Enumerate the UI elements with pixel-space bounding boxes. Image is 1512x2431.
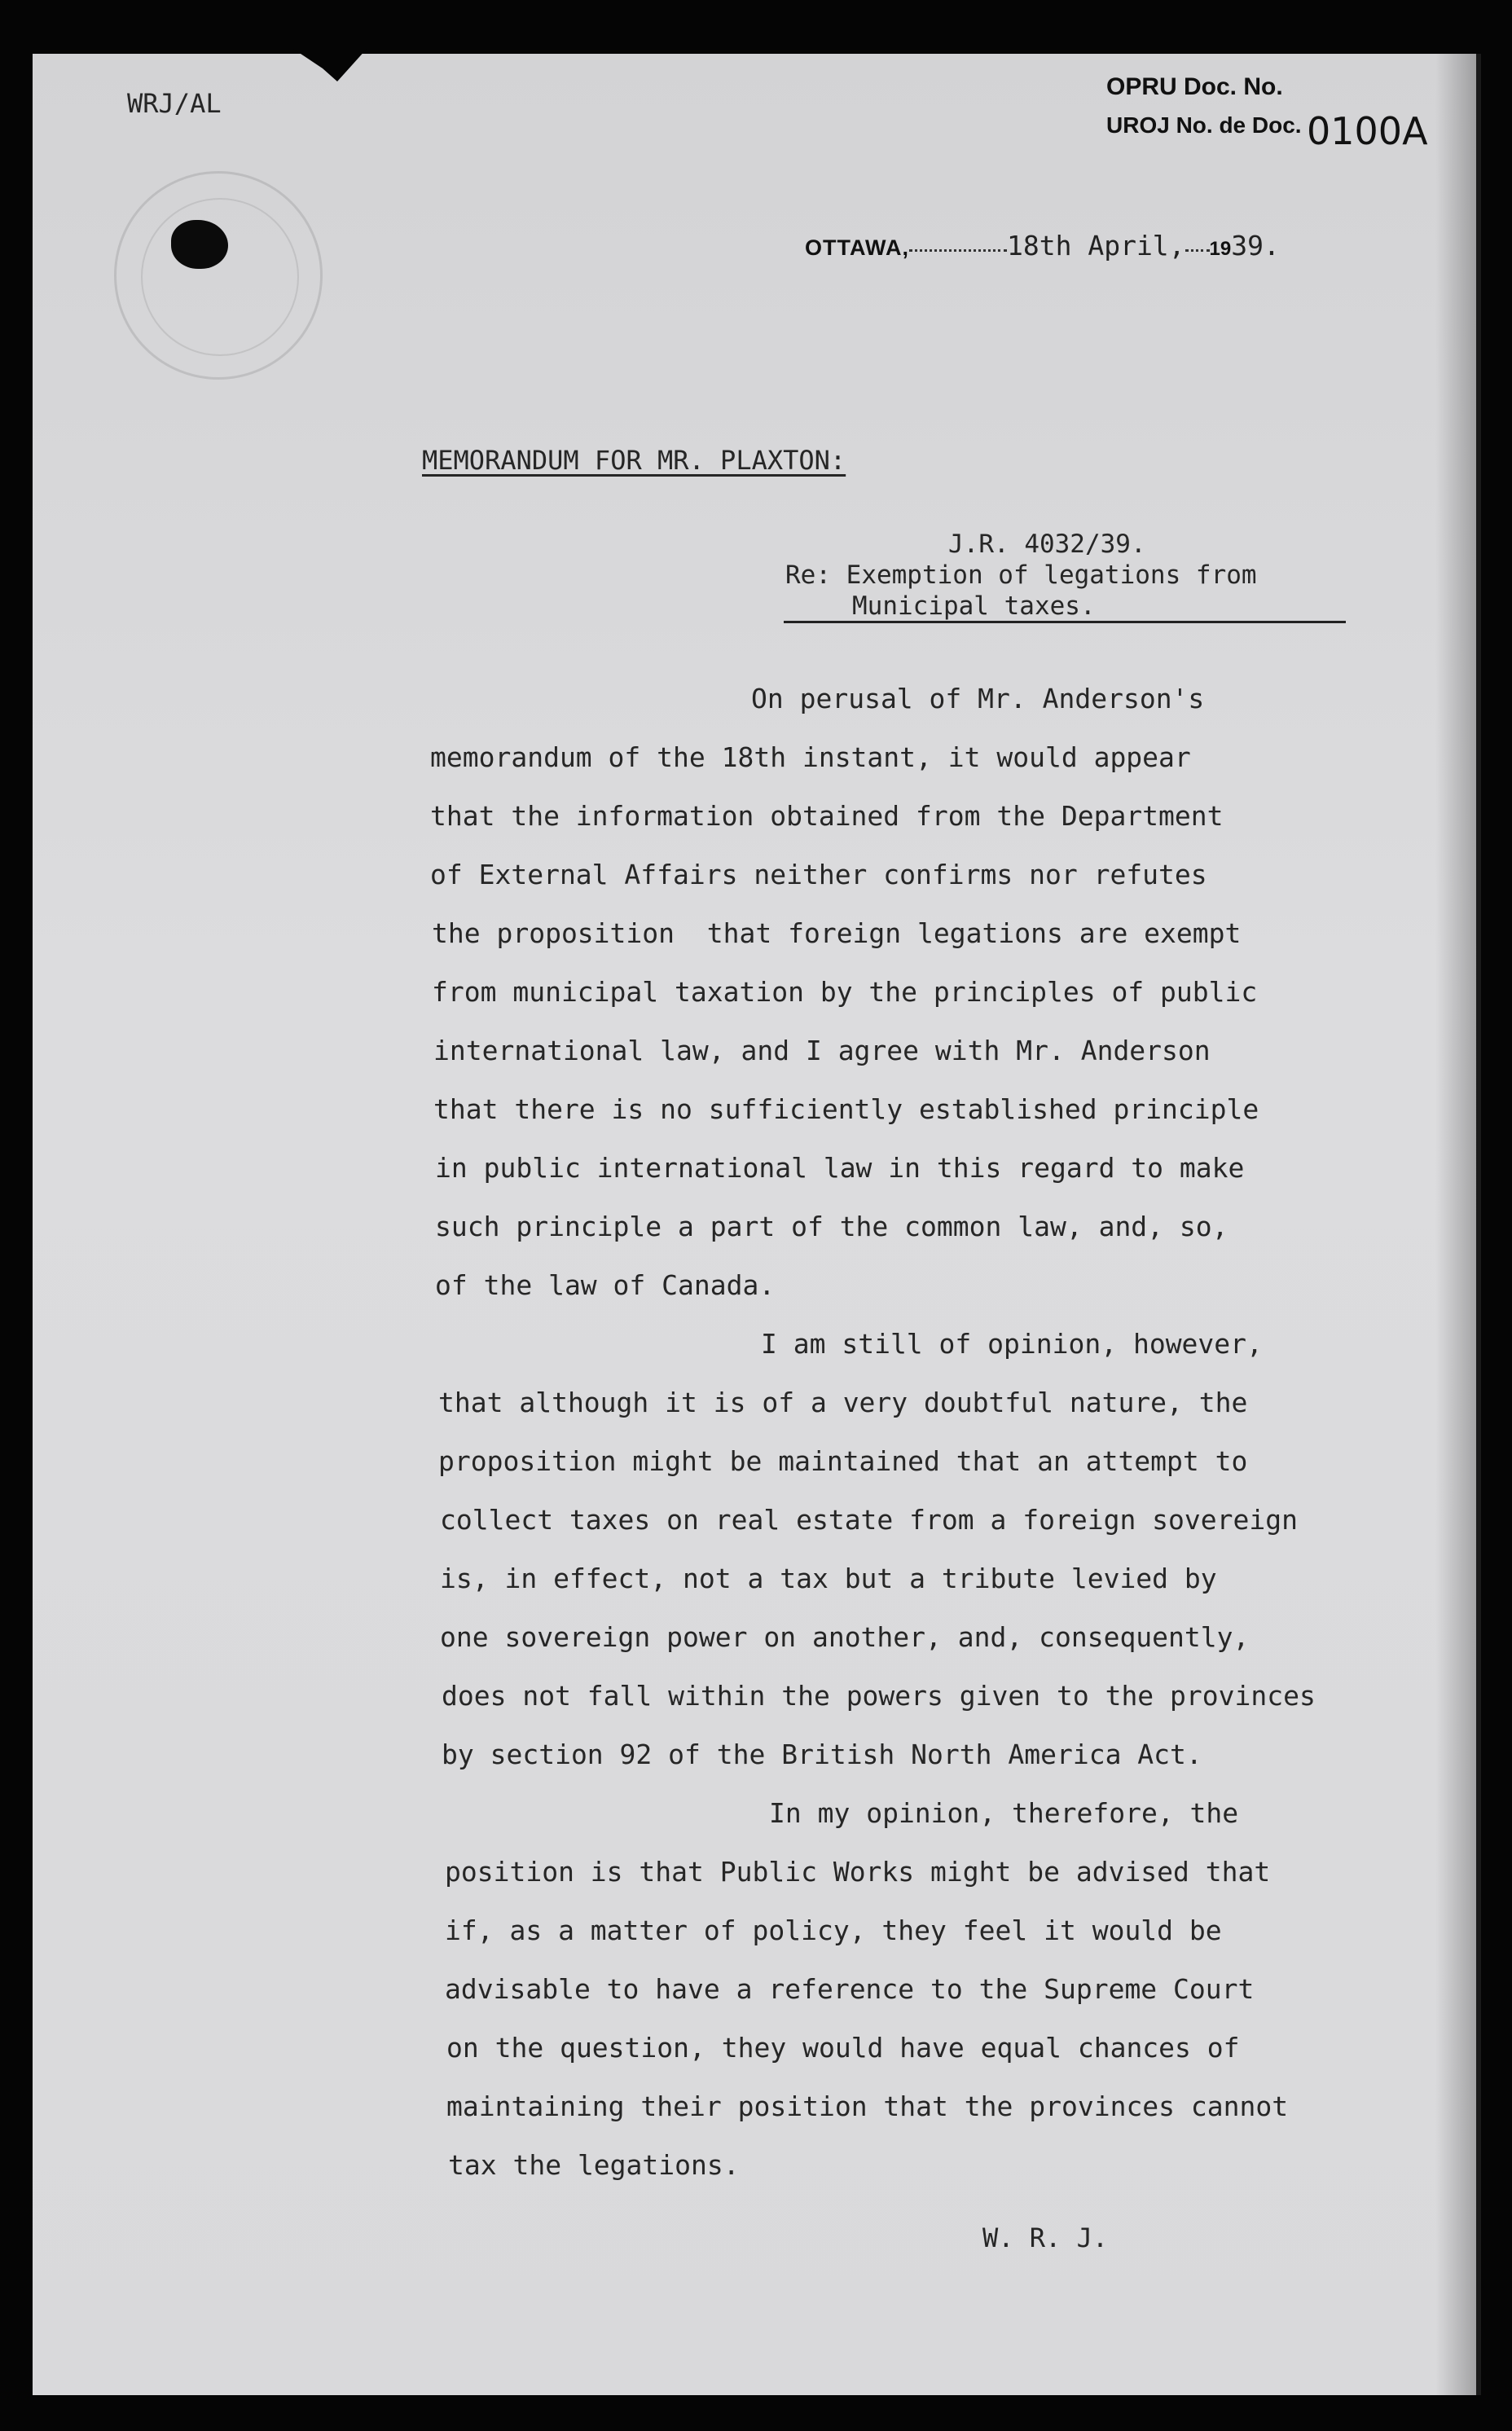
- body-line: that there is no sufficiently established principle: [433, 1093, 1259, 1125]
- memo-title: MEMORANDUM FOR MR. PLAXTON:: [422, 445, 846, 476]
- body-line: such principle a part of the common law, and, so,: [435, 1211, 1228, 1242]
- body-line: on the question, they would have equal chances of: [446, 2032, 1240, 2064]
- handwritten-doc-number: 0100A: [1307, 109, 1428, 153]
- stamp-line-2: UROJ No. de Doc.: [1106, 112, 1302, 138]
- body-line: proposition might be maintained that an attempt to: [438, 1445, 1248, 1477]
- body-line: is, in effect, not a tax but a tribute levied by: [440, 1563, 1217, 1594]
- subject-line-1: Re: Exemption of legations from: [785, 560, 1257, 590]
- body-line: that the information obtained from the Department: [430, 800, 1224, 832]
- body-line: international law, and I agree with Mr. Anderson: [433, 1035, 1211, 1066]
- body-line: collect taxes on real estate from a foreign sovereign: [440, 1504, 1298, 1536]
- body-line: if, as a matter of policy, they feel it would be: [445, 1914, 1222, 1946]
- body-line: memorandum of the 18th instant, it would appear: [430, 741, 1191, 773]
- subject-line-2: Municipal taxes.: [852, 591, 1096, 621]
- body-line: does not fall within the powers given to the provinces: [442, 1680, 1316, 1712]
- body-line: I am still of opinion, however,: [761, 1328, 1263, 1360]
- stamp-line-1: OPRU Doc. No.: [1106, 73, 1283, 100]
- body-line: advisable to have a reference to the Supreme Court: [445, 1973, 1255, 2005]
- department-seal: [114, 171, 323, 380]
- body-line: tax the legations.: [448, 2149, 740, 2181]
- body-line: position is that Public Works might be advised that: [445, 1856, 1271, 1888]
- body-line: On perusal of Mr. Anderson's: [751, 683, 1205, 714]
- punch-hole: [171, 220, 228, 269]
- date-value: 18th April,: [1007, 230, 1185, 262]
- body-line: that although it is of a very doubtful nature, the: [438, 1387, 1248, 1418]
- year-suffix: 39.: [1231, 230, 1280, 262]
- body-line: of External Affairs neither confirms nor refutes: [430, 859, 1207, 890]
- reference-number: J.R. 4032/39.: [948, 530, 1146, 559]
- body-line: maintaining their position that the provinces cannot: [446, 2090, 1289, 2122]
- initials: WRJ/AL: [127, 88, 222, 119]
- body-line: from municipal taxation by the principles of public: [432, 976, 1258, 1008]
- city: OTTAWA,: [805, 235, 909, 260]
- signature-initials: W. R. J.: [982, 2222, 1109, 2253]
- subject-underline: [784, 621, 1346, 623]
- date-line: [805, 230, 1280, 262]
- body-line: the proposition that foreign legations are exempt: [432, 917, 1242, 949]
- body-line: of the law of Canada.: [435, 1269, 776, 1301]
- body-line: by section 92 of the British North America Act.: [442, 1739, 1202, 1770]
- body-line: In my opinion, therefore, the: [769, 1797, 1239, 1829]
- body-line: one sovereign power on another, and, consequently,: [440, 1621, 1250, 1653]
- year-prefix: 19: [1209, 238, 1232, 260]
- body-line: in public international law in this regard to make: [435, 1152, 1245, 1184]
